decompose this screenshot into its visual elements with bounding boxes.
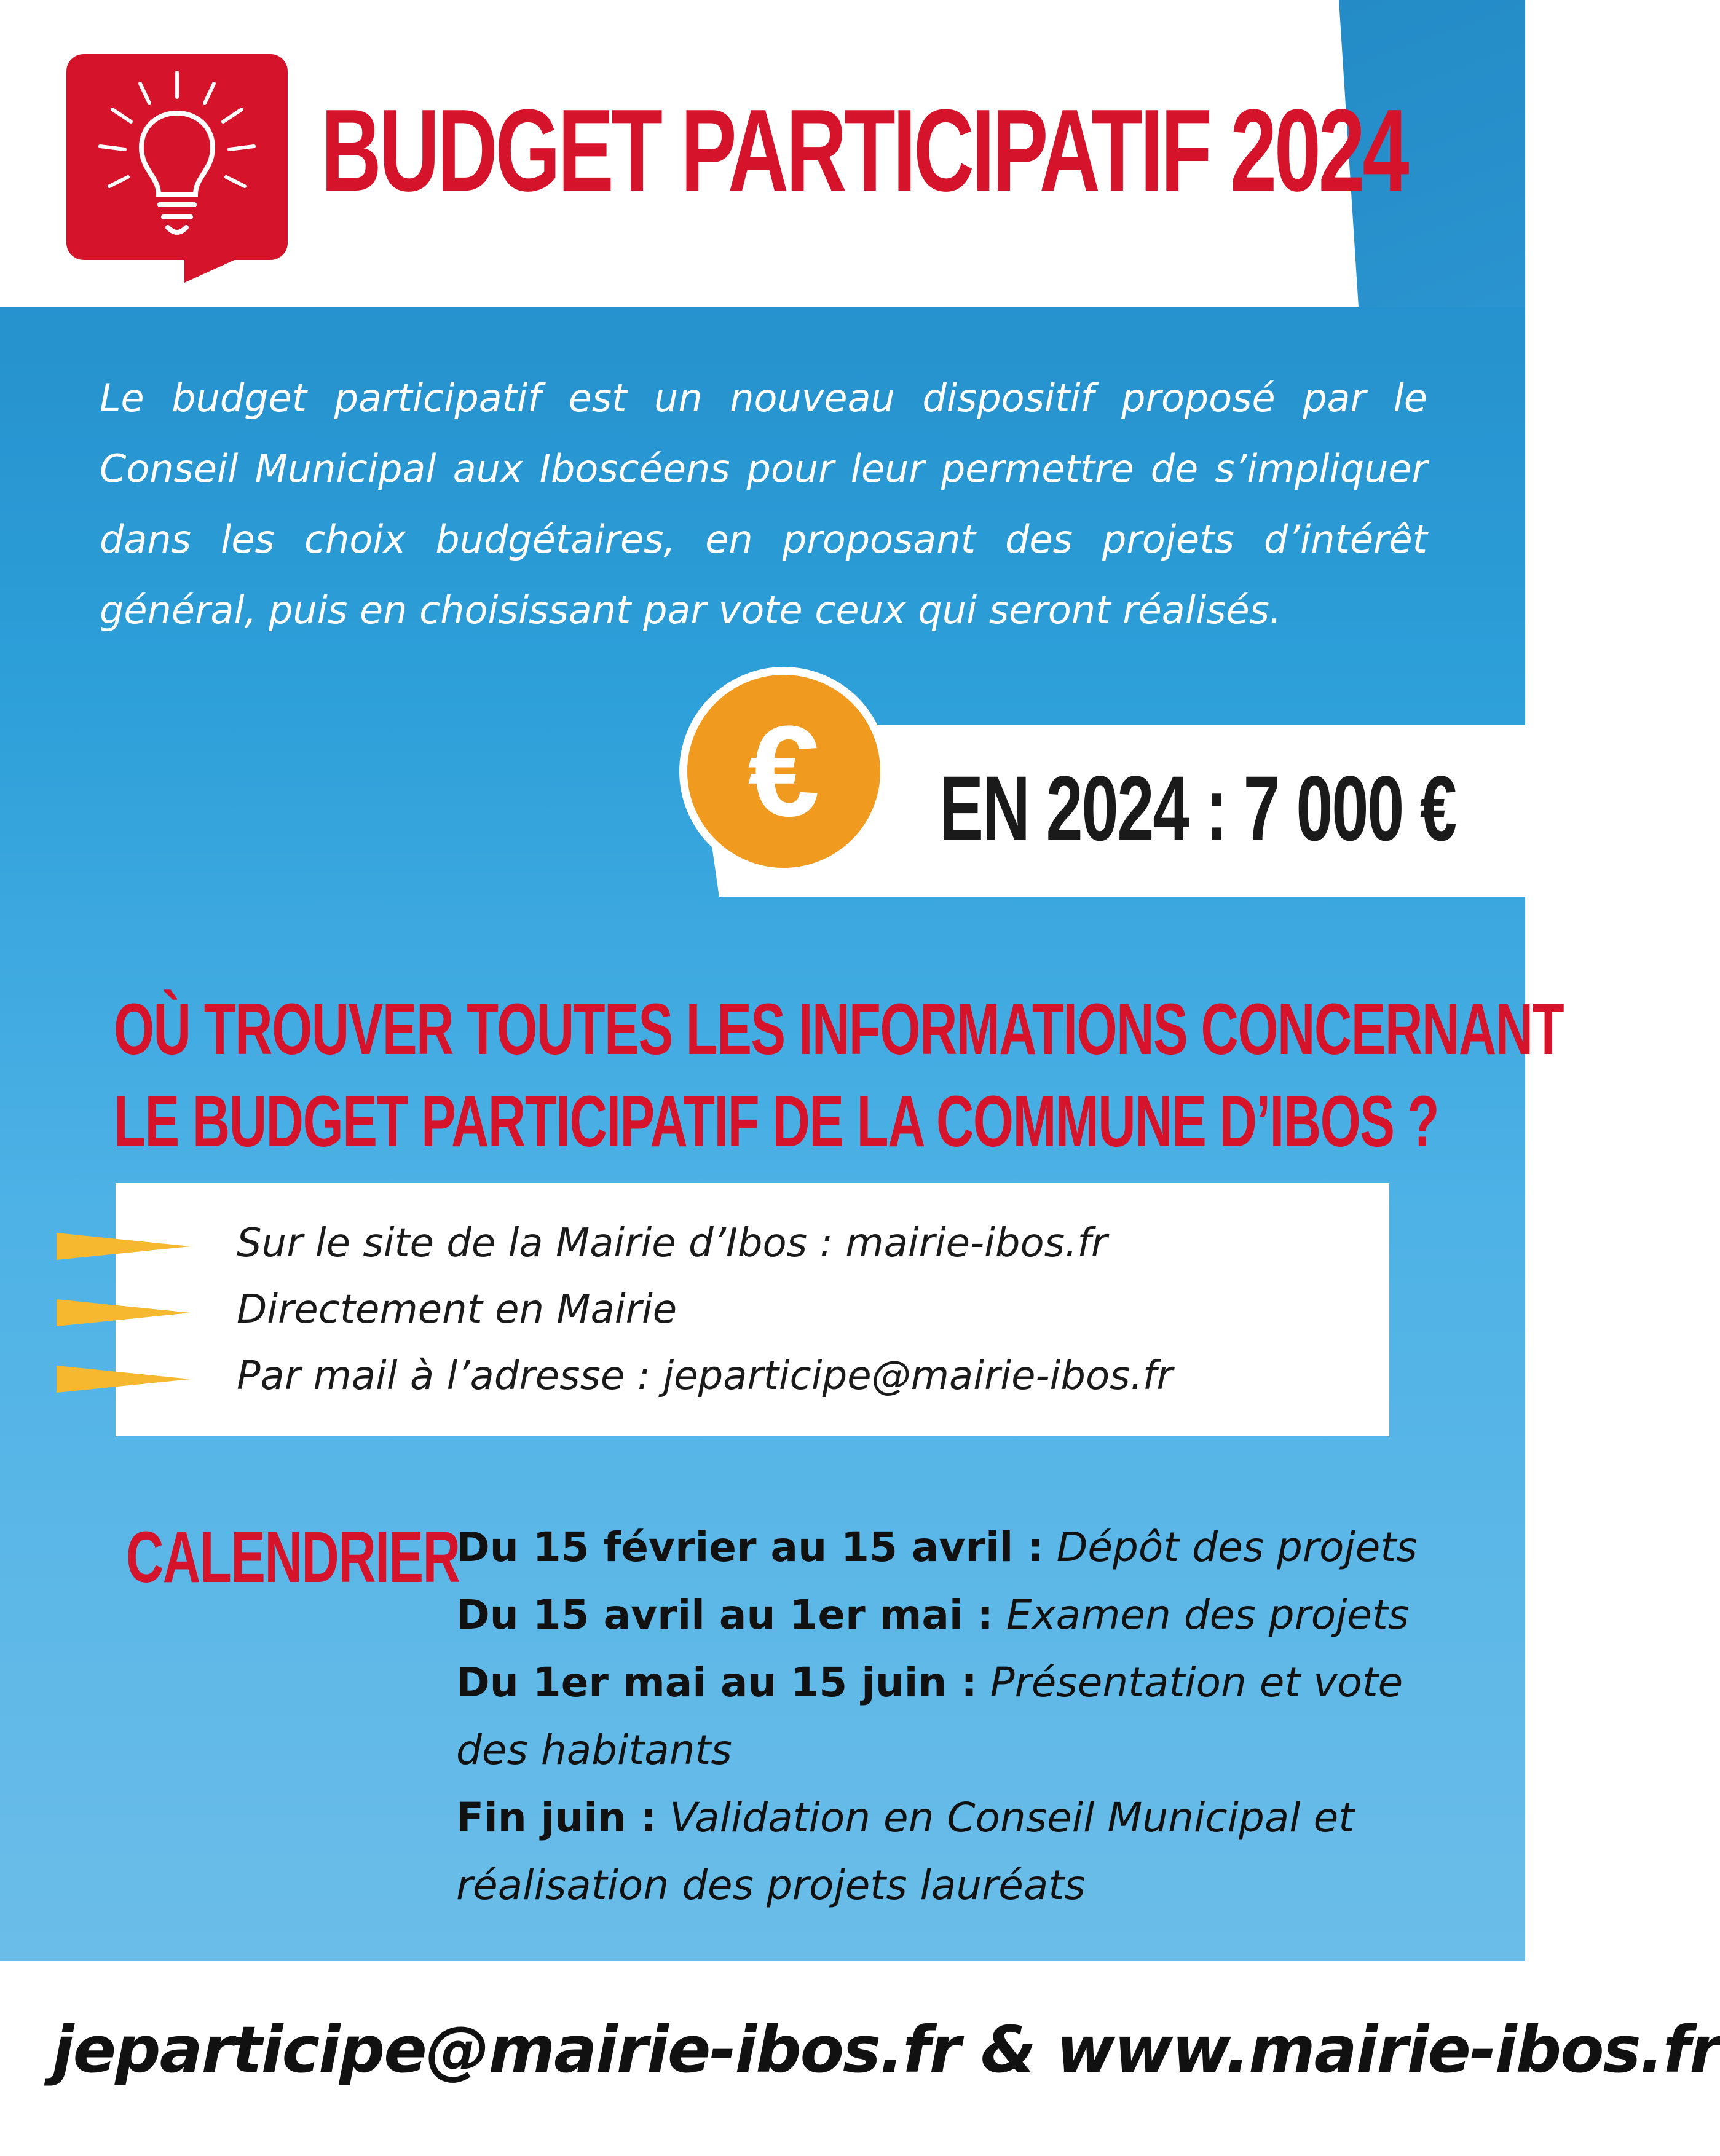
calendar-entry-desc: Présentation et vote des habitants	[456, 1659, 1403, 1774]
calendar-entry-date: Du 15 février au 15 avril :	[456, 1524, 1044, 1571]
info-item-mairie: Directement en Mairie	[237, 1287, 677, 1332]
euro-icon: €	[748, 699, 820, 843]
calendar-entry	[456, 1581, 1452, 1649]
info-heading-line-2: LE BUDGET PARTICIPATIF DE LA COMMUNE D’IBOS ?	[114, 1081, 1439, 1162]
calendar-entry-date: Fin juin :	[456, 1794, 657, 1841]
info-item-website: Sur le site de la Mairie d’Ibos : mairie-ibos.fr	[237, 1221, 1108, 1266]
lightbulb-badge	[66, 54, 288, 260]
calendar-entry-desc: Dépôt des projets	[1056, 1524, 1418, 1571]
pennant-bullet-icon	[57, 1233, 191, 1260]
footer-contact: jeparticipe@mairie-ibos.fr & www.mairie-ibos.fr	[52, 2012, 1720, 2087]
calendar-entry	[456, 1649, 1452, 1784]
info-item-email: Par mail à l’adresse : jeparticipe@mairie-ibos.fr	[237, 1353, 1173, 1399]
pennant-bullet-icon	[57, 1366, 191, 1393]
intro-paragraph: Le budget participatif est un nouveau dispositif proposé par le Conseil Municipal aux Iboscéens pour leur permettre de s’impliquer dans les choix budgétaires, en proposant des projets d’intérêt général, puis en choisissant par vote ceux qui seront réalisés.	[100, 376, 1427, 632]
euro-badge	[687, 675, 880, 868]
calendar-entry-date: Du 15 avril au 1er mai :	[456, 1591, 993, 1639]
calendar-entry-desc: Validation en Conseil Municipal et réalisation des projets lauréats	[456, 1794, 1355, 1909]
calendar-entry-date: Du 1er mai au 15 juin :	[456, 1659, 977, 1706]
speech-bubble-tail	[184, 252, 252, 283]
calendar-entry	[456, 1784, 1452, 1919]
calendar-entry-desc: Examen des projets	[1006, 1591, 1410, 1639]
page-title: BUDGET PARTICIPATIF 2024	[321, 85, 1407, 216]
info-heading-line-1: OÙ TROUVER TOUTES LES INFORMATIONS CONCERNANT	[114, 989, 1564, 1070]
calendar-entry	[456, 1514, 1452, 1581]
budget-amount: EN 2024 : 7 000 €	[939, 757, 1456, 860]
pennant-bullet-icon	[57, 1299, 191, 1326]
calendar-title: CALENDRIER	[126, 1517, 460, 1598]
info-heading	[114, 983, 1563, 1168]
lightbulb-icon	[66, 54, 288, 260]
